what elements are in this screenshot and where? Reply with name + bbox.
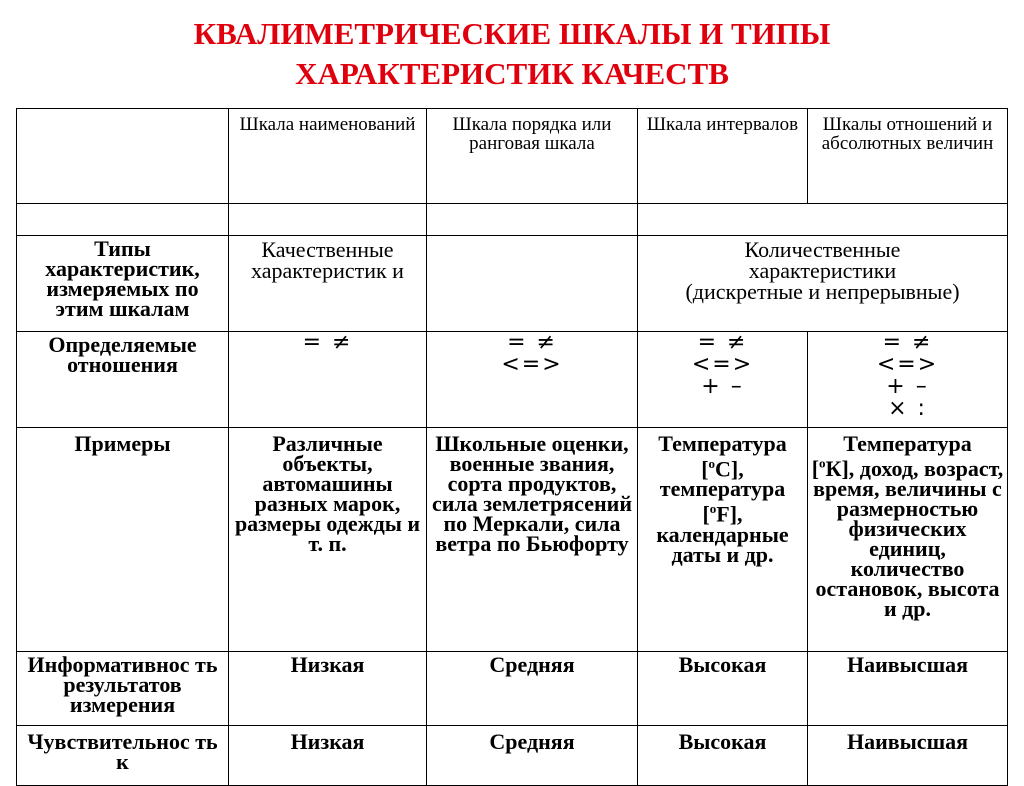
spacer-cell	[638, 204, 1008, 236]
relation-op: = ≠	[697, 331, 748, 355]
example-line: [$^o$C],	[701, 456, 744, 482]
relation-op: = ≠	[302, 331, 353, 355]
sensitivity-ordinal: Средняя	[427, 726, 638, 786]
relations-ordinal	[427, 332, 638, 428]
examples-nominal: Различные объекты, автомашины разных марок, размеры одежды и т. п.	[229, 428, 427, 652]
header-nominal-scale: Шкала наименований	[229, 109, 427, 204]
quantitative-line-2: характеристики	[748, 258, 897, 283]
informativeness-interval: Высокая	[638, 652, 808, 726]
relation-op: = ≠	[882, 331, 933, 355]
table-row-types	[17, 236, 1008, 332]
row-label-sensitivity: Чувствительнос ть к	[17, 726, 229, 786]
quantitative-line-1: Количественные	[744, 237, 901, 262]
relation-op: <=>	[501, 352, 563, 377]
sensitivity-ratio: Наивысшая	[808, 726, 1008, 786]
relation-op: <=>	[876, 352, 939, 377]
title-line-1: КВАЛИМЕТРИЧЕСКИЕ ШКАЛЫ И ТИПЫ	[193, 16, 831, 51]
row-label-types: Типы характеристик, измеряемых по этим шкалам	[17, 236, 229, 332]
scales-table	[16, 108, 1008, 786]
spacer-cell	[427, 204, 638, 236]
quantitative-line-3: (дискретные и непрерывные)	[685, 279, 960, 304]
relation-op: × :	[888, 396, 927, 421]
qualitative-characteristics: Качественные характеристик и	[229, 236, 427, 332]
informativeness-nominal: Низкая	[229, 652, 427, 726]
table-row-relations	[17, 332, 1008, 428]
example-line: [$^o$F],	[702, 501, 743, 527]
row-label-informativeness: Информативнос ть результатов измерения	[17, 652, 229, 726]
example-text: [$^o$К], доход, возраст, время, величины с размерностью физических единиц, количество остановок, высота и др.	[811, 456, 1004, 622]
row-label-relations: Определяемые отношения	[17, 332, 229, 428]
relations-nominal	[229, 332, 427, 428]
relation-op: <=>	[691, 352, 754, 377]
example-line: календарные даты и др.	[656, 521, 789, 567]
table-header-row	[17, 109, 1008, 204]
sensitivity-interval: Высокая	[638, 726, 808, 786]
header-empty-cell	[17, 109, 229, 204]
examples-ratio	[808, 428, 1008, 652]
table-spacer-row	[17, 204, 1008, 236]
relations-ratio	[808, 332, 1008, 428]
quantitative-characteristics	[638, 236, 1008, 332]
table-row-sensitivity	[17, 726, 1008, 786]
examples-interval	[638, 428, 808, 652]
informativeness-ratio: Наивысшая	[808, 652, 1008, 726]
spacer-cell	[229, 204, 427, 236]
spacer-cell	[17, 204, 229, 236]
relation-op: + –	[886, 374, 929, 399]
relation-op: = ≠	[507, 331, 557, 355]
relations-interval	[638, 332, 808, 428]
header-ordinal-scale: Шкала порядка или ранговая шкала	[427, 109, 638, 204]
header-interval-scale: Шкала интервалов	[638, 109, 808, 204]
title-line-2: ХАРАКТЕРИСТИК КАЧЕСТВ	[295, 56, 729, 91]
table-row-informativeness	[17, 652, 1008, 726]
sensitivity-nominal: Низкая	[229, 726, 427, 786]
example-line: Температура	[843, 431, 972, 456]
example-line: Температура	[658, 431, 787, 456]
header-ratio-scale: Шкалы отношений и абсолютных величин	[808, 109, 1008, 204]
examples-ordinal: Школьные оценки, военные звания, сорта продуктов, сила землетрясений по Меркали, сила ветра по Бьюфорту	[427, 428, 638, 652]
example-line: температура	[659, 476, 786, 502]
table-row-examples	[17, 428, 1008, 652]
informativeness-ordinal: Средняя	[427, 652, 638, 726]
relation-op: + –	[701, 374, 744, 399]
types-empty-cell	[427, 236, 638, 332]
page-title	[0, 14, 1024, 94]
row-label-examples: Примеры	[17, 428, 229, 652]
